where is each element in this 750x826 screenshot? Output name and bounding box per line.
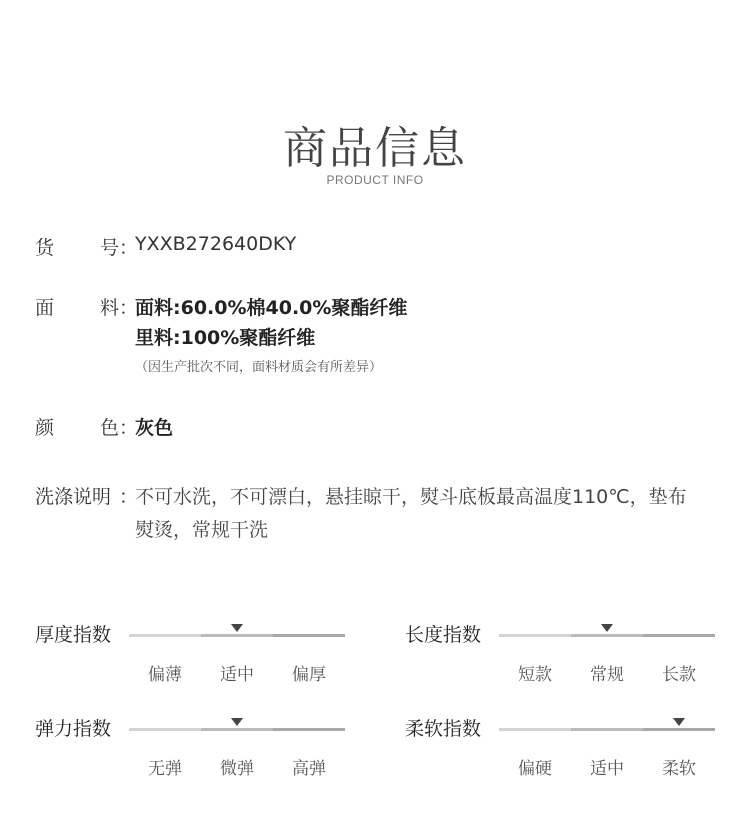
gauge-segment <box>273 728 345 731</box>
gauge-track <box>499 634 715 685</box>
gauge-option: 长款 <box>662 665 696 685</box>
gauge-option: 适中 <box>590 759 624 779</box>
gauge-option: 柔软 <box>662 759 696 779</box>
care-label: 洗涤说明 <box>35 486 112 508</box>
gauge-option: 适中 <box>220 665 254 685</box>
gauge-segment <box>129 634 201 637</box>
page-title: 商品信息 <box>283 123 467 174</box>
gauge-option: 微弹 <box>220 759 254 779</box>
gauge-segment <box>643 634 715 637</box>
article-number-label <box>35 233 119 259</box>
label-char: 号 <box>99 237 119 259</box>
gauge-option: 偏厚 <box>292 665 326 685</box>
gauge-segment <box>571 634 643 637</box>
color-value: 灰色 <box>135 417 174 439</box>
gauge-option: 无弹 <box>148 759 182 779</box>
gauge-segment <box>273 634 345 637</box>
page-subtitle: PRODUCT INFO <box>326 173 424 187</box>
gauge-segment <box>499 728 571 731</box>
length-gauge <box>405 620 750 685</box>
care-text-line-1: 不可水洗，不可漂白，悬挂晾干，熨斗底板最高温度110℃，垫布 <box>135 486 687 508</box>
gauge-segment <box>129 728 201 731</box>
label-char: 料 <box>99 297 119 319</box>
gauge-segment <box>643 728 715 731</box>
gauge-segment <box>571 728 643 731</box>
gauge-title: 长度指数 <box>405 624 482 646</box>
gauge-option: 短款 <box>518 665 552 685</box>
label-char: 货 <box>35 237 55 259</box>
color-label <box>35 413 119 439</box>
gauge-title: 厚度指数 <box>35 624 112 646</box>
fabric-outer-value: 面料:60.0%棉40.0%聚酯纤维 <box>135 297 408 319</box>
label-char: 色 <box>99 417 119 439</box>
label-char: 颜 <box>35 417 55 439</box>
fabric-label <box>35 293 119 319</box>
elasticity-gauge <box>35 714 395 779</box>
colon: ： <box>119 486 139 508</box>
gauge-option: 偏薄 <box>148 665 182 685</box>
softness-gauge <box>405 714 750 779</box>
gauge-segment <box>499 634 571 637</box>
care-text-line-2: 熨烫，常规干洗 <box>135 519 269 541</box>
gauge-option: 高弹 <box>292 759 326 779</box>
colon: ： <box>119 297 139 319</box>
fabric-note: （因生产批次不同，面料材质会有所差异） <box>135 360 383 375</box>
article-number-value: YXXB272640DKY <box>135 233 297 255</box>
gauge-track <box>129 728 345 779</box>
gauge-title: 柔软指数 <box>405 718 482 740</box>
gauge-track <box>499 728 715 779</box>
gauge-option: 偏硬 <box>518 759 552 779</box>
gauge-marker-icon <box>231 718 243 726</box>
colon: ： <box>119 417 139 439</box>
gauge-marker-icon <box>673 718 685 726</box>
colon: ： <box>119 237 139 259</box>
gauge-title: 弹力指数 <box>35 718 112 740</box>
gauge-marker-icon <box>601 624 613 632</box>
fabric-lining-value: 里料:100%聚酯纤维 <box>135 327 316 349</box>
thickness-gauge <box>35 620 395 685</box>
label-char: 面 <box>35 297 55 319</box>
gauge-segment <box>201 634 273 637</box>
gauge-segment <box>201 728 273 731</box>
gauge-track <box>129 634 345 685</box>
gauge-marker-icon <box>231 624 243 632</box>
gauge-option: 常规 <box>590 665 624 685</box>
